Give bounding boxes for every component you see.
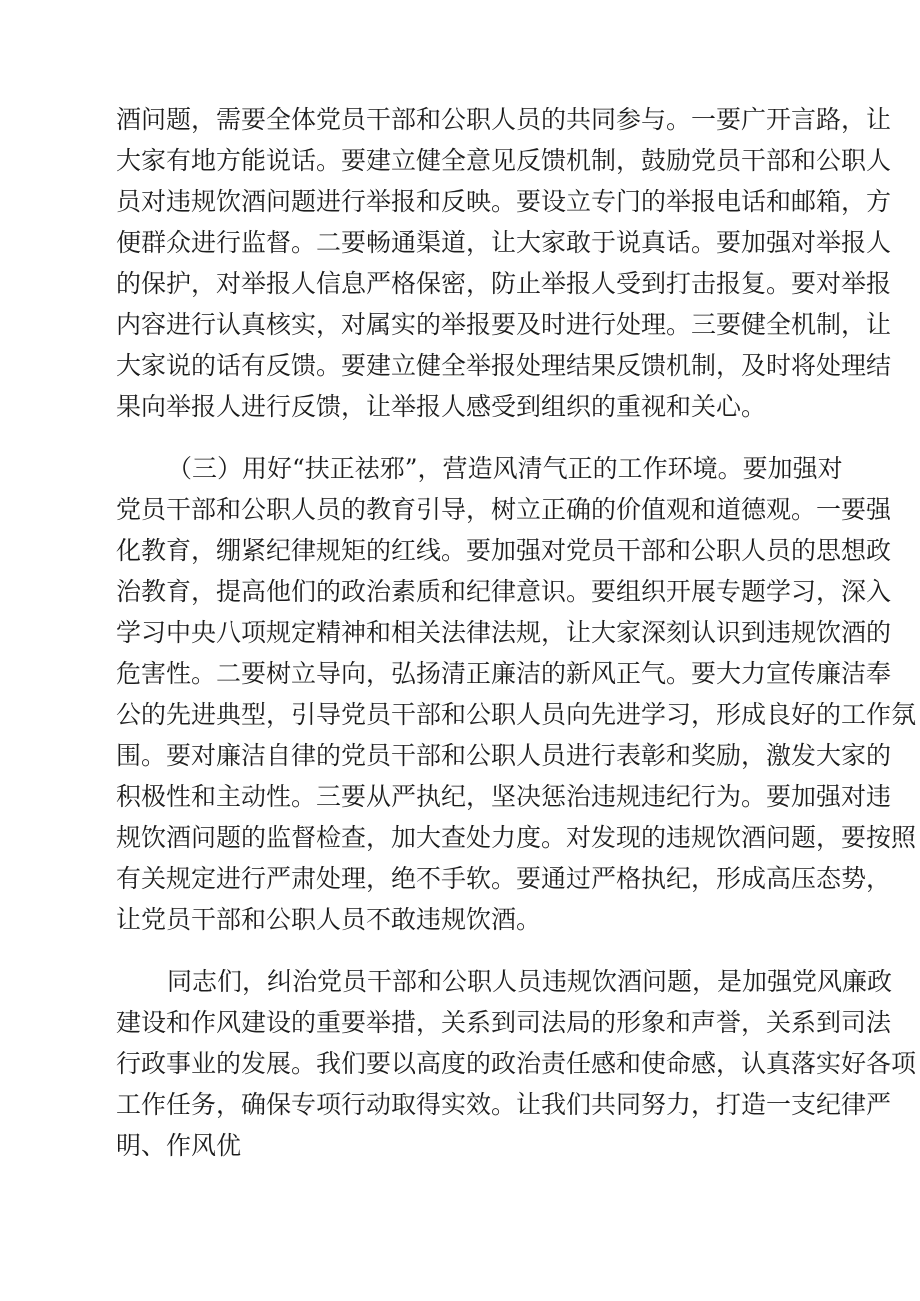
paragraph-2-line-9: 积极性和主动性。三要从严执纪，坚决惩治违规违纪行为。要加强对违 (116, 782, 892, 811)
paragraph-1-line-1: 酒问题，需要全体党员干部和公职人员的共同参与。一要广开言路，让 (116, 105, 892, 134)
paragraph-2-line-3: 化教育，绷紧纪律规矩的红线。要加强对党员干部和公职人员的思想政 (116, 536, 892, 565)
paragraph-2-line-10: 规饮酒问题的监督检查，加大查处力度。对发现的违规饮酒问题，要按照 (116, 823, 917, 852)
paragraph-3-line-4: 工作任务，确保专项行动取得实效。让我们共同努力，打造一支纪律严 (116, 1090, 892, 1119)
paragraph-3-line-2: 建设和作风建设的重要举措，关系到司法局的形象和声誉，关系到司法 (116, 1008, 892, 1037)
paragraph-2-line-2: 党员干部和公职人员的教育引导，树立正确的价值观和道德观。一要强 (116, 495, 892, 524)
paragraph-2-line-7: 公的先进典型，引导党员干部和公职人员向先进学习，形成良好的工作氛 (116, 700, 917, 729)
paragraph-1-line-3: 员对违规饮酒问题进行举报和反映。要设立专门的举报电话和邮箱，方 (116, 187, 892, 216)
paragraph-2-line-12: 让党员干部和公职人员不敢违规饮酒。 (116, 905, 542, 934)
paragraph-2-line-8: 围。要对廉洁自律的党员干部和公职人员进行表彰和奖励，激发大家的 (116, 741, 892, 770)
paragraph-2-line-1: （三）用好“扶正祛邪”，营造风清气正的工作环境。要加强对 (167, 454, 843, 483)
paragraph-2-line-4: 治教育，提高他们的政治素质和纪律意识。要组织开展专题学习，深入 (116, 577, 892, 606)
paragraph-2-line-5: 学习中央八项规定精神和相关法律法规，让大家深刻认识到违规饮酒的 (116, 618, 892, 647)
paragraph-1-line-6: 内容进行认真核实，对属实的举报要及时进行处理。三要健全机制，让 (116, 310, 892, 339)
paragraph-1-line-2: 大家有地方能说话。要建立健全意见反馈机制，鼓励党员干部和公职人 (116, 146, 892, 175)
paragraph-3-line-3: 行政事业的发展。我们要以高度的政治责任感和使命感，认真落实好各项 (116, 1049, 917, 1078)
paragraph-3-line-5: 明、作风优 (116, 1131, 242, 1160)
paragraph-1-line-7: 大家说的话有反馈。要建立健全举报处理结果反馈机制，及时将处理结 (116, 351, 892, 380)
paragraph-1-line-8: 果向举报人进行反馈，让举报人感受到组织的重视和关心。 (116, 392, 767, 421)
paragraph-3-line-1: 同志们，纠治党员干部和公职人员违规饮酒问题，是加强党风廉政 (167, 967, 893, 996)
paragraph-1-line-5: 的保护，对举报人信息严格保密，防止举报人受到打击报复。要对举报 (116, 269, 892, 298)
paragraph-2-line-11: 有关规定进行严肃处理，绝不手软。要通过严格执纪，形成高压态势， (116, 864, 892, 893)
paragraph-1-line-4: 便群众进行监督。二要畅通渠道，让大家敢于说真话。要加强对举报人 (116, 228, 892, 257)
paragraph-2-line-6: 危害性。二要树立导向，弘扬清正廉洁的新风正气。要大力宣传廉洁奉 (116, 659, 892, 688)
